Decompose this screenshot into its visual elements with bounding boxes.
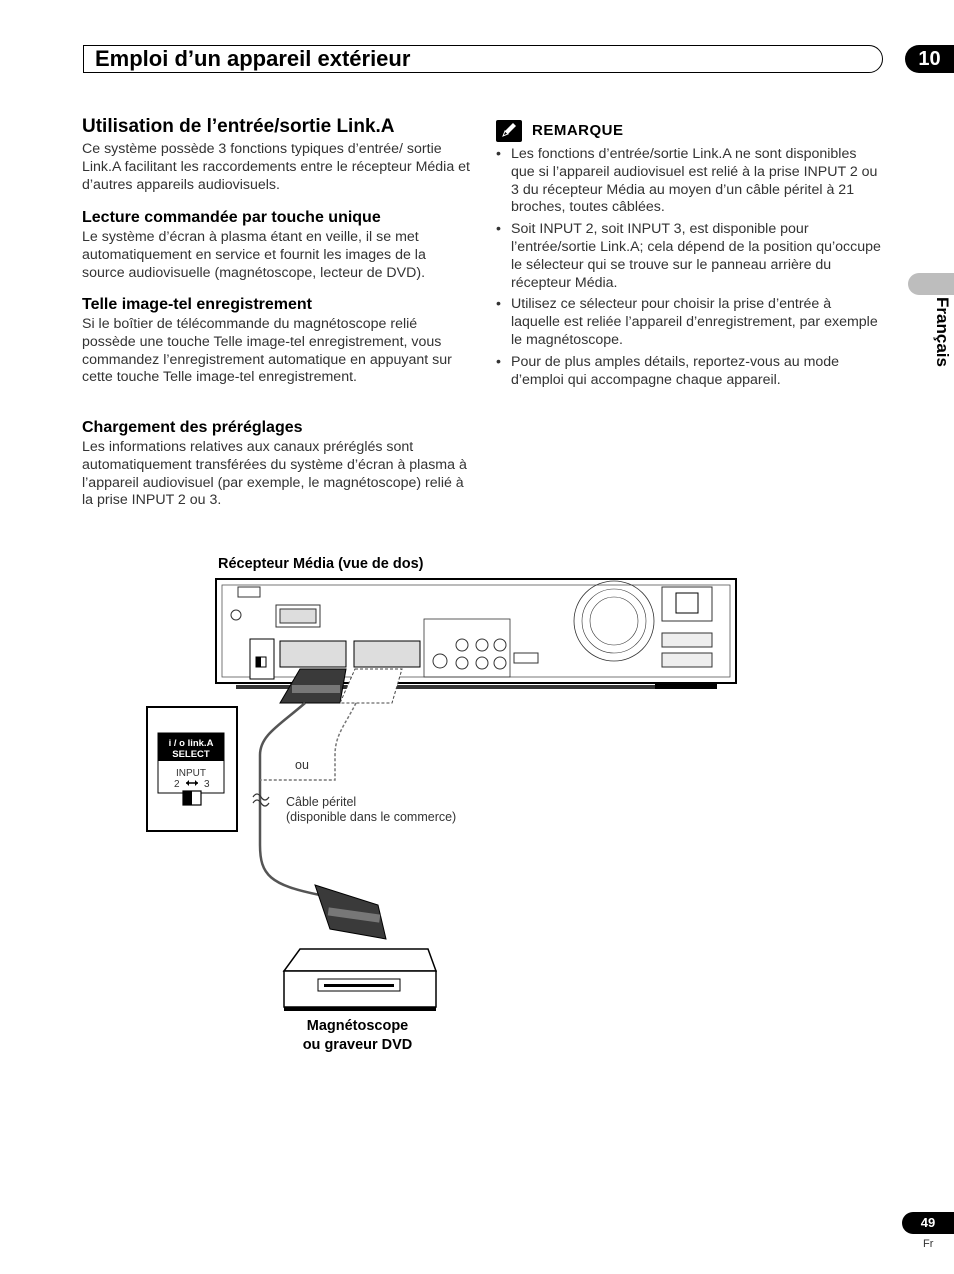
note-list xyxy=(496,146,881,393)
paragraph-what-you-see-record: Si le boîtier de télécommande du magnétoscope relié possède une touche Telle image-tel enregistrement, vous commandez l’enregistrement automatique en appuyant sur cette touche Telle image-tel enregistrement. xyxy=(82,316,452,386)
language-label: Français xyxy=(933,297,952,367)
pencil-icon xyxy=(496,120,522,142)
list-item: • Utilisez ce sélecteur pour choisir la prise d’entrée à laquelle est reliée l’appareil d’enregistrement, par exemple le magnétoscope. xyxy=(496,296,878,348)
language-code: Fr xyxy=(923,1238,934,1250)
chapter-badge: 10 xyxy=(905,45,954,73)
list-item: • Les fonctions d’entrée/sortie Link.A ne sont disponibles que si l’appareil audiovisuel est relié à la prise INPUT 2 ou 3 du récepteur Média au moyen d’un câble péritel à 21 broches, toutes câblées. xyxy=(496,146,878,216)
figure-title: Récepteur Média (vue de dos) xyxy=(218,556,424,572)
selector-right-value: 3 xyxy=(204,779,210,790)
cable-label-line1: Câble péritel xyxy=(286,795,357,809)
device-label xyxy=(270,1017,445,1055)
vcr-device xyxy=(284,949,436,1011)
list-item: • Pour de plus amples détails, reportez-vous au mode d’emploi qui accompagne chaque appareil. xyxy=(496,353,840,388)
subheading-what-you-see-record: Telle image-tel enregistrement xyxy=(82,296,312,313)
page-number: 49 xyxy=(902,1212,954,1234)
page-title: Emploi d’un appareil extérieur xyxy=(95,46,411,71)
device-label-line1: Magnétoscope xyxy=(306,1018,409,1034)
selector-input-label: INPUT xyxy=(176,768,206,779)
note-title: REMARQUE xyxy=(532,122,624,139)
selector-left-value: 2 xyxy=(174,779,180,790)
subheading-one-touch-play: Lecture commandée par touche unique xyxy=(82,209,381,226)
paragraph-one-touch-play: Le système d’écran à plasma étant en veille, il se met automatiquement en service et fournit les images de la source audiovisuelle (magnétoscope, lecteur de DVD). xyxy=(82,229,426,281)
selector-title xyxy=(158,738,224,760)
or-label: ou xyxy=(295,758,309,772)
list-item: • Soit INPUT 2, soit INPUT 3, est disponible pour l’entrée/sortie Link.A; cela dépend de la position qu’occupe le sélecteur qui se trouve sur le panneau arrière du récepteur Média. xyxy=(496,221,881,291)
paragraph-preset-download: Les informations relatives aux canaux préréglés sont automatiquement transférées du système d’écran à plasma à l’appareil audiovisuel (par exemple, le magnétoscope) relié à la prise INPUT 2 ou 3. xyxy=(82,439,467,509)
section-title: Utilisation de l’entrée/sortie Link.A xyxy=(82,116,395,137)
subheading-preset-download: Chargement des préréglages xyxy=(82,419,303,436)
selector-title-line1: i / o link.A xyxy=(168,738,214,749)
media-receiver-rear xyxy=(216,579,736,689)
device-label-line2: ou graveur DVD xyxy=(302,1037,413,1053)
selector-title-line2: SELECT xyxy=(172,749,210,760)
intro-paragraph: Ce système possède 3 fonctions typiques d’entrée/ sortie Link.A facilitant les raccordements entre le récepteur Média et d’autres appareils audiovisuels. xyxy=(82,141,470,193)
cable-label-line2: (disponible dans le commerce) xyxy=(286,810,457,824)
